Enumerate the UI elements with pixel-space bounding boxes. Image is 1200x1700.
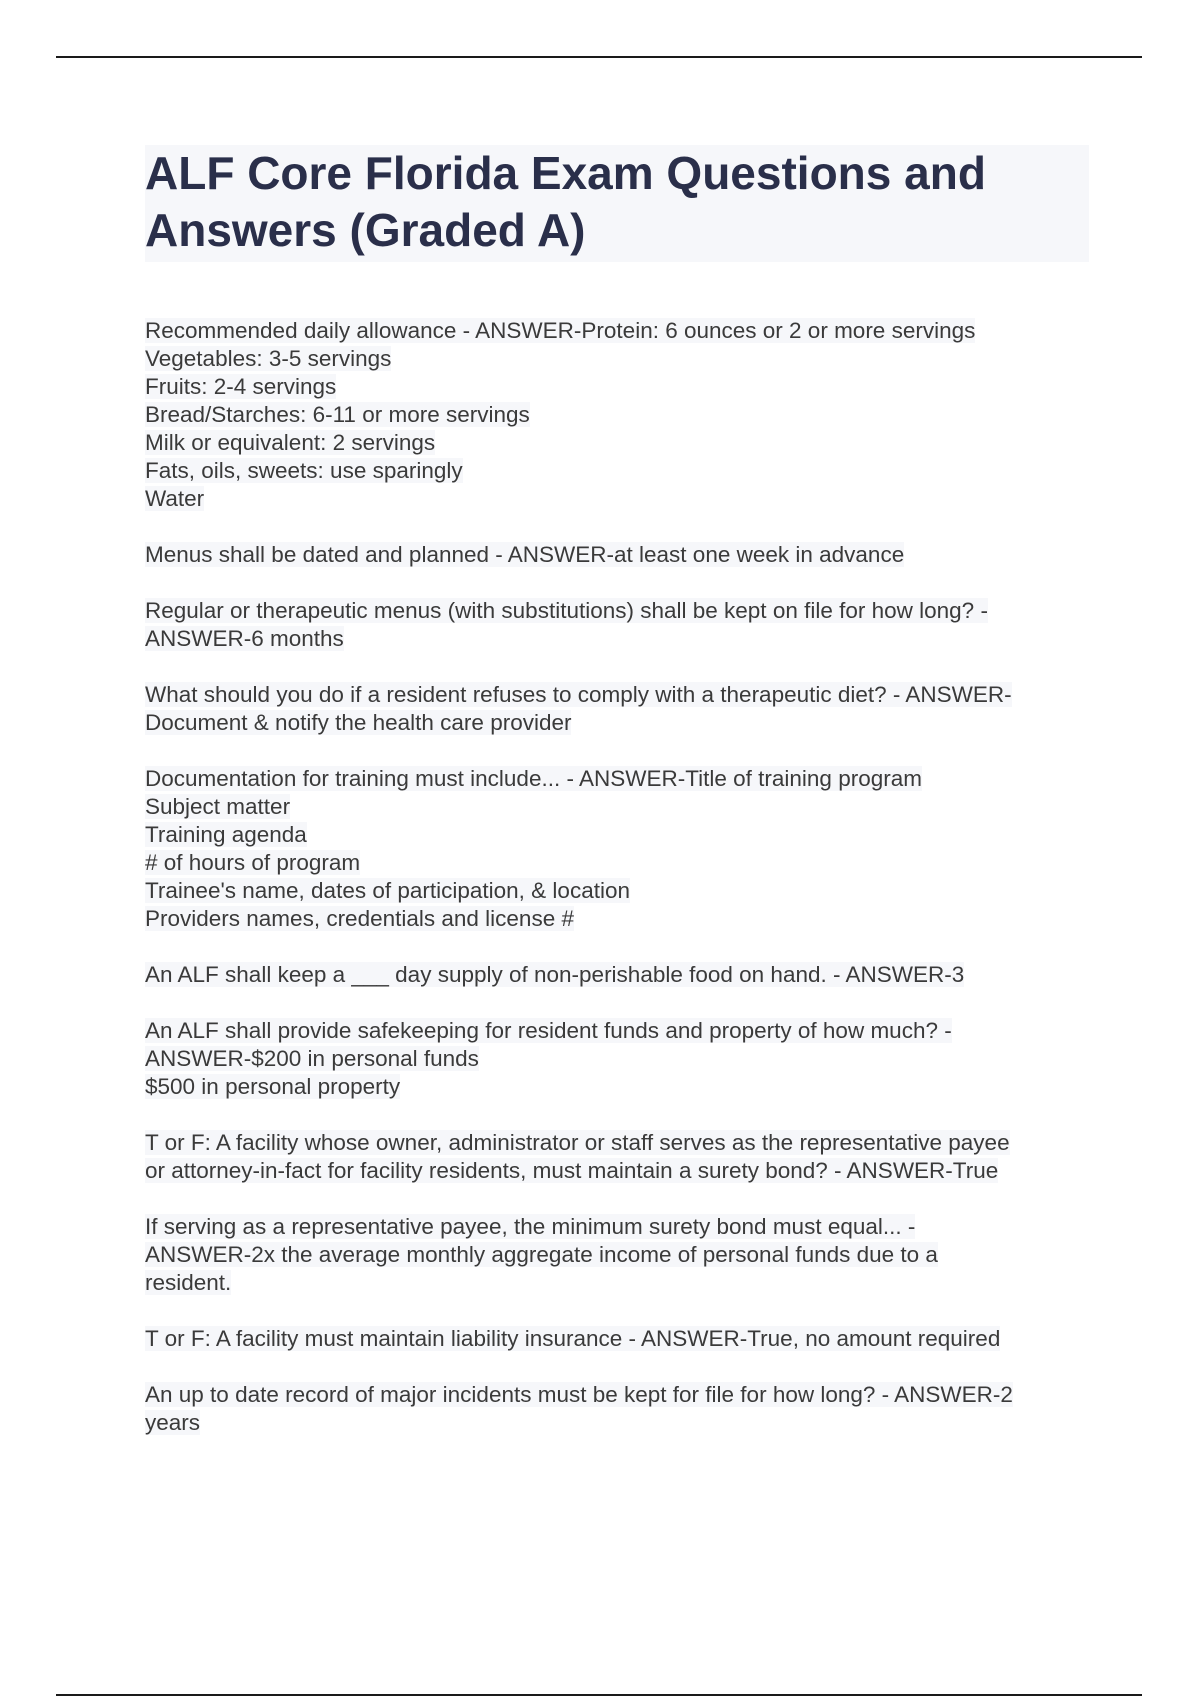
qa-text: An up to date record of major incidents must be kept for file for how long? - ANSWER-2	[145, 1382, 1013, 1407]
qa-text-line	[145, 1073, 1089, 1101]
qa-text-line	[145, 345, 1089, 373]
qa-text-line	[145, 401, 1089, 429]
qa-list	[145, 317, 1089, 1437]
qa-item	[145, 961, 1089, 989]
qa-text: Bread/Starches: 6-11 or more servings	[145, 402, 530, 427]
qa-text-line	[145, 1409, 1089, 1437]
qa-text: # of hours of program	[145, 850, 361, 875]
qa-text-line	[145, 849, 1089, 877]
qa-text-line	[145, 821, 1089, 849]
qa-text-line	[145, 681, 1089, 709]
qa-text-line	[145, 457, 1089, 485]
qa-text: T or F: A facility must maintain liability insurance - ANSWER-True, no amount required	[145, 1326, 1001, 1351]
qa-text: What should you do if a resident refuses to comply with a therapeutic diet? - ANSWER-	[145, 682, 1012, 707]
qa-text: Water	[145, 486, 205, 511]
qa-item	[145, 597, 1089, 653]
qa-text: Documentation for training must include... - ANSWER-Title of training program	[145, 766, 922, 791]
qa-text: ANSWER-$200 in personal funds	[145, 1046, 479, 1071]
qa-text: Milk or equivalent: 2 servings	[145, 430, 436, 455]
qa-text-line	[145, 317, 1089, 345]
qa-text: If serving as a representative payee, the minimum surety bond must equal... -	[145, 1214, 916, 1239]
qa-text-line	[145, 877, 1089, 905]
qa-text-line	[145, 905, 1089, 933]
qa-item	[145, 1129, 1089, 1185]
qa-text-line	[145, 1017, 1089, 1045]
qa-text-line	[145, 1325, 1089, 1353]
qa-text-line	[145, 429, 1089, 457]
qa-item	[145, 681, 1089, 737]
qa-text-line	[145, 1213, 1089, 1241]
qa-text: Menus shall be dated and planned - ANSWER-at least one week in advance	[145, 542, 905, 567]
qa-text-line	[145, 1157, 1089, 1185]
qa-text-line	[145, 625, 1089, 653]
qa-text: or attorney-in-fact for facility residents, must maintain a surety bond? - ANSWER-True	[145, 1158, 999, 1183]
qa-item	[145, 1213, 1089, 1297]
qa-text-line	[145, 597, 1089, 625]
qa-text-line	[145, 541, 1089, 569]
qa-text: Vegetables: 3-5 servings	[145, 346, 392, 371]
qa-text: Providers names, credentials and license #	[145, 906, 574, 931]
qa-text: Subject matter	[145, 794, 291, 819]
qa-item	[145, 1381, 1089, 1437]
qa-text: T or F: A facility whose owner, administrator or staff serves as the representative payee	[145, 1130, 1010, 1155]
qa-item	[145, 541, 1089, 569]
qa-item	[145, 765, 1089, 933]
top-rule	[56, 56, 1142, 58]
qa-text-line	[145, 961, 1089, 989]
qa-text: Fruits: 2-4 servings	[145, 374, 337, 399]
qa-text-line	[145, 373, 1089, 401]
qa-text-line	[145, 1381, 1089, 1409]
qa-text: Document & notify the health care provider	[145, 710, 572, 735]
qa-text: Fats, oils, sweets: use sparingly	[145, 458, 463, 483]
qa-text-line	[145, 793, 1089, 821]
document-title	[145, 145, 1089, 262]
qa-text: An ALF shall keep a ___ day supply of non-perishable food on hand. - ANSWER-3	[145, 962, 965, 987]
qa-text: ANSWER-6 months	[145, 626, 344, 651]
bottom-rule	[56, 1694, 1142, 1696]
qa-text: ANSWER-2x the average monthly aggregate income of personal funds due to a	[145, 1242, 938, 1267]
qa-text: Regular or therapeutic menus (with substitutions) shall be kept on file for how long? -	[145, 598, 988, 623]
qa-text-line	[145, 765, 1089, 793]
qa-item	[145, 317, 1089, 513]
qa-text-line	[145, 485, 1089, 513]
document-body	[145, 145, 1089, 1465]
qa-text-line	[145, 1129, 1089, 1157]
qa-text: $500 in personal property	[145, 1074, 401, 1099]
title-line: Answers (Graded A)	[145, 204, 586, 256]
qa-text-line	[145, 709, 1089, 737]
qa-text: Trainee's name, dates of participation, & location	[145, 878, 630, 903]
qa-item	[145, 1325, 1089, 1353]
qa-text: Recommended daily allowance - ANSWER-Protein: 6 ounces or 2 or more servings	[145, 318, 976, 343]
qa-item	[145, 1017, 1089, 1101]
qa-text-line	[145, 1045, 1089, 1073]
qa-text: resident.	[145, 1270, 232, 1295]
qa-text: years	[145, 1410, 201, 1435]
qa-text: An ALF shall provide safekeeping for resident funds and property of how much? -	[145, 1018, 952, 1043]
title-line: ALF Core Florida Exam Questions and	[145, 147, 986, 199]
qa-text-line	[145, 1241, 1089, 1269]
qa-text-line	[145, 1269, 1089, 1297]
qa-text: Training agenda	[145, 822, 307, 847]
